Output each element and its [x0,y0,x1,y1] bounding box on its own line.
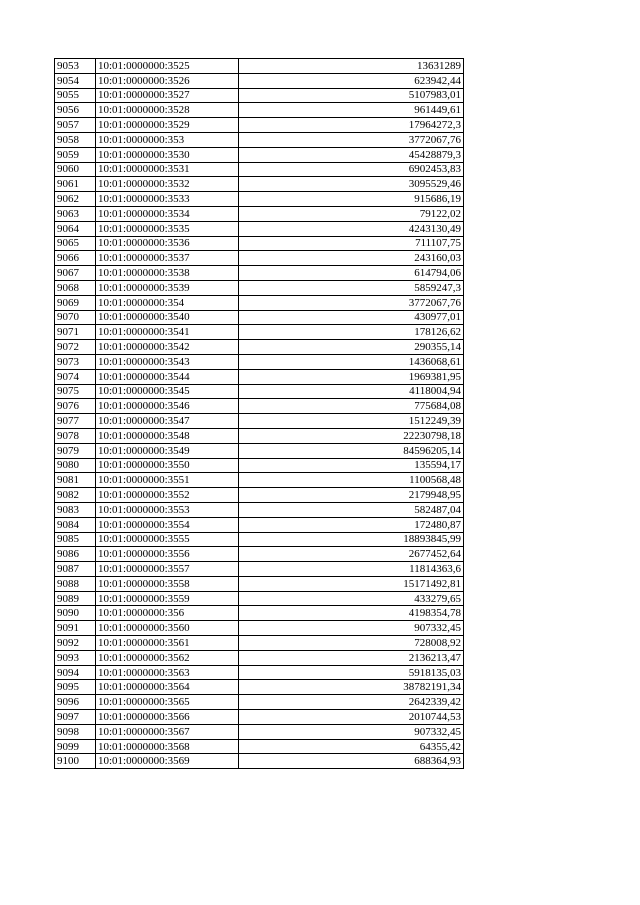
table-row [55,192,464,207]
value-cell: 2136213,47 [239,650,464,665]
cadastral-code-cell: 10:01:0000000:353 [96,132,239,147]
row-number-cell: 9090 [55,606,96,621]
row-number-cell: 9055 [55,88,96,103]
value-cell: 1969381,95 [239,369,464,384]
row-number-cell: 9079 [55,443,96,458]
value-cell: 711107,75 [239,236,464,251]
table-row [55,428,464,443]
value-cell: 4243130,49 [239,221,464,236]
value-cell: 614794,06 [239,266,464,281]
table-row [55,650,464,665]
row-number-cell: 9088 [55,576,96,591]
value-cell: 11814363,6 [239,562,464,577]
value-cell: 84596205,14 [239,443,464,458]
row-number-cell: 9058 [55,132,96,147]
cadastral-code-cell: 10:01:0000000:3568 [96,739,239,754]
row-number-cell: 9068 [55,280,96,295]
row-number-cell: 9098 [55,724,96,739]
row-number-cell: 9066 [55,251,96,266]
table-row [55,502,464,517]
cadastral-code-cell: 10:01:0000000:3563 [96,665,239,680]
cadastral-code-cell: 10:01:0000000:3554 [96,517,239,532]
row-number-cell: 9070 [55,310,96,325]
cadastral-code-cell: 10:01:0000000:3534 [96,206,239,221]
row-number-cell: 9069 [55,295,96,310]
data-table [54,58,464,769]
row-number-cell: 9085 [55,532,96,547]
value-cell: 728008,92 [239,636,464,651]
cadastral-code-cell: 10:01:0000000:3531 [96,162,239,177]
row-number-cell: 9078 [55,428,96,443]
cadastral-code-cell: 10:01:0000000:3539 [96,280,239,295]
cadastral-code-cell: 10:01:0000000:3548 [96,428,239,443]
cadastral-code-cell: 10:01:0000000:3555 [96,532,239,547]
value-cell: 1512249,39 [239,414,464,429]
cadastral-code-cell: 10:01:0000000:3525 [96,59,239,74]
row-number-cell: 9062 [55,192,96,207]
table-row [55,88,464,103]
row-number-cell: 9091 [55,621,96,636]
value-cell: 45428879,3 [239,147,464,162]
value-cell: 688364,93 [239,754,464,769]
row-number-cell: 9084 [55,517,96,532]
cadastral-code-cell: 10:01:0000000:3535 [96,221,239,236]
value-cell: 3772067,76 [239,132,464,147]
row-number-cell: 9076 [55,399,96,414]
table-row [55,147,464,162]
row-number-cell: 9092 [55,636,96,651]
table-row [55,340,464,355]
row-number-cell: 9089 [55,591,96,606]
value-cell: 18893845,99 [239,532,464,547]
value-cell: 2677452,64 [239,547,464,562]
value-cell: 79122,02 [239,206,464,221]
row-number-cell: 9057 [55,118,96,133]
row-number-cell: 9060 [55,162,96,177]
cadastral-code-cell: 10:01:0000000:3529 [96,118,239,133]
cadastral-code-cell: 10:01:0000000:3541 [96,325,239,340]
table-row [55,118,464,133]
table-row [55,754,464,769]
table-row [55,369,464,384]
value-cell: 961449,61 [239,103,464,118]
cadastral-code-cell: 10:01:0000000:356 [96,606,239,621]
cadastral-code-cell: 10:01:0000000:3550 [96,458,239,473]
cadastral-code-cell: 10:01:0000000:3544 [96,369,239,384]
cadastral-code-cell: 10:01:0000000:3546 [96,399,239,414]
table-row [55,73,464,88]
table-row [55,517,464,532]
cadastral-code-cell: 10:01:0000000:3547 [96,414,239,429]
table-row [55,280,464,295]
table-row [55,354,464,369]
value-cell: 2179948,95 [239,488,464,503]
row-number-cell: 9073 [55,354,96,369]
cadastral-code-cell: 10:01:0000000:3569 [96,754,239,769]
table-row [55,59,464,74]
table-row [55,562,464,577]
table-row [55,532,464,547]
value-cell: 5107983,01 [239,88,464,103]
value-cell: 430977,01 [239,310,464,325]
value-cell: 15171492,81 [239,576,464,591]
row-number-cell: 9081 [55,473,96,488]
row-number-cell: 9072 [55,340,96,355]
value-cell: 22230798,18 [239,428,464,443]
value-cell: 907332,45 [239,724,464,739]
row-number-cell: 9056 [55,103,96,118]
cadastral-code-cell: 10:01:0000000:3542 [96,340,239,355]
value-cell: 64355,42 [239,739,464,754]
cadastral-code-cell: 10:01:0000000:3528 [96,103,239,118]
value-cell: 5859247,3 [239,280,464,295]
table-row [55,724,464,739]
row-number-cell: 9054 [55,73,96,88]
table-row [55,295,464,310]
value-cell: 3095529,46 [239,177,464,192]
table-row [55,325,464,340]
cadastral-code-cell: 10:01:0000000:3540 [96,310,239,325]
row-number-cell: 9086 [55,547,96,562]
cadastral-code-cell: 10:01:0000000:3526 [96,73,239,88]
row-number-cell: 9064 [55,221,96,236]
row-number-cell: 9071 [55,325,96,340]
value-cell: 1436068,61 [239,354,464,369]
value-cell: 4198354,78 [239,606,464,621]
table-row [55,710,464,725]
cadastral-code-cell: 10:01:0000000:3552 [96,488,239,503]
cadastral-code-cell: 10:01:0000000:3559 [96,591,239,606]
row-number-cell: 9082 [55,488,96,503]
value-cell: 135594,17 [239,458,464,473]
cadastral-code-cell: 10:01:0000000:3530 [96,147,239,162]
table-row [55,473,464,488]
cadastral-code-cell: 10:01:0000000:3561 [96,636,239,651]
cadastral-code-cell: 10:01:0000000:3536 [96,236,239,251]
cadastral-code-cell: 10:01:0000000:3557 [96,562,239,577]
value-cell: 290355,14 [239,340,464,355]
cadastral-code-cell: 10:01:0000000:3553 [96,502,239,517]
row-number-cell: 9080 [55,458,96,473]
cadastral-code-cell: 10:01:0000000:3556 [96,547,239,562]
table-row [55,384,464,399]
cadastral-code-cell: 10:01:0000000:3564 [96,680,239,695]
row-number-cell: 9099 [55,739,96,754]
row-number-cell: 9096 [55,695,96,710]
table-row [55,177,464,192]
cadastral-code-cell: 10:01:0000000:3538 [96,266,239,281]
value-cell: 623942,44 [239,73,464,88]
value-cell: 6902453,83 [239,162,464,177]
row-number-cell: 9087 [55,562,96,577]
cadastral-code-cell: 10:01:0000000:3560 [96,621,239,636]
table-row [55,266,464,281]
cadastral-code-cell: 10:01:0000000:3551 [96,473,239,488]
table-row [55,310,464,325]
table-row [55,591,464,606]
table-row [55,547,464,562]
table-row [55,576,464,591]
row-number-cell: 9053 [55,59,96,74]
value-cell: 178126,62 [239,325,464,340]
value-cell: 5918135,03 [239,665,464,680]
table-row [55,458,464,473]
row-number-cell: 9061 [55,177,96,192]
row-number-cell: 9065 [55,236,96,251]
table-body [55,59,464,769]
table-row [55,621,464,636]
table-row [55,695,464,710]
value-cell: 38782191,34 [239,680,464,695]
cadastral-code-cell: 10:01:0000000:3527 [96,88,239,103]
value-cell: 243160,03 [239,251,464,266]
table-row [55,206,464,221]
value-cell: 433279,65 [239,591,464,606]
value-cell: 2642339,42 [239,695,464,710]
table-row [55,221,464,236]
value-cell: 13631289 [239,59,464,74]
table-row [55,488,464,503]
value-cell: 3772067,76 [239,295,464,310]
cadastral-code-cell: 10:01:0000000:354 [96,295,239,310]
cadastral-code-cell: 10:01:0000000:3566 [96,710,239,725]
row-number-cell: 9097 [55,710,96,725]
cadastral-code-cell: 10:01:0000000:3565 [96,695,239,710]
table-row [55,414,464,429]
table-row [55,103,464,118]
table-row [55,236,464,251]
row-number-cell: 9083 [55,502,96,517]
table-row [55,251,464,266]
table-row [55,399,464,414]
cadastral-code-cell: 10:01:0000000:3537 [96,251,239,266]
table-row [55,443,464,458]
table-row [55,665,464,680]
value-cell: 2010744,53 [239,710,464,725]
cadastral-code-cell: 10:01:0000000:3533 [96,192,239,207]
cadastral-code-cell: 10:01:0000000:3549 [96,443,239,458]
table-row [55,680,464,695]
cadastral-code-cell: 10:01:0000000:3545 [96,384,239,399]
value-cell: 915686,19 [239,192,464,207]
table-row [55,636,464,651]
table-row [55,162,464,177]
row-number-cell: 9077 [55,414,96,429]
cadastral-code-cell: 10:01:0000000:3562 [96,650,239,665]
cadastral-code-cell: 10:01:0000000:3558 [96,576,239,591]
row-number-cell: 9075 [55,384,96,399]
row-number-cell: 9100 [55,754,96,769]
row-number-cell: 9094 [55,665,96,680]
value-cell: 1100568,48 [239,473,464,488]
value-cell: 907332,45 [239,621,464,636]
table-row [55,739,464,754]
table-row [55,606,464,621]
row-number-cell: 9093 [55,650,96,665]
row-number-cell: 9063 [55,206,96,221]
table-row [55,132,464,147]
row-number-cell: 9067 [55,266,96,281]
cadastral-code-cell: 10:01:0000000:3567 [96,724,239,739]
row-number-cell: 9059 [55,147,96,162]
row-number-cell: 9074 [55,369,96,384]
value-cell: 17964272,3 [239,118,464,133]
value-cell: 775684,08 [239,399,464,414]
cadastral-code-cell: 10:01:0000000:3532 [96,177,239,192]
row-number-cell: 9095 [55,680,96,695]
value-cell: 4118004,94 [239,384,464,399]
value-cell: 172480,87 [239,517,464,532]
cadastral-code-cell: 10:01:0000000:3543 [96,354,239,369]
value-cell: 582487,04 [239,502,464,517]
